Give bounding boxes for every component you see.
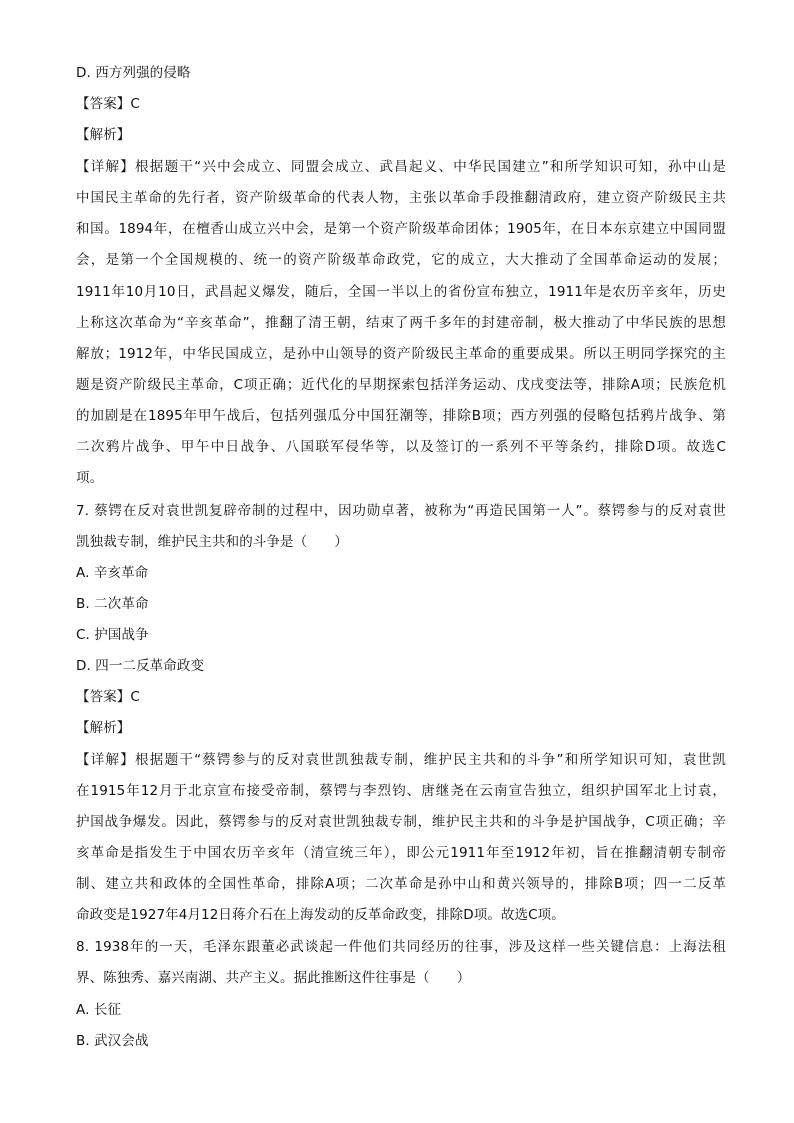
q8-option-a: A. 长征 <box>76 1002 122 1018</box>
q6-detail-line-8: 题是资产阶级民主革命，C项正确；近代化的早期探索包括洋务运动、戊戌变法等，排除A项；民族危机 <box>76 377 726 393</box>
q6-detail-line-11: 项。 <box>76 470 104 486</box>
q6-detail-line-10: 二次鸦片战争、甲午中日战争、八国联军侵华等，以及签订的一系列不平等条约，排除D项。故选C <box>76 439 726 455</box>
q7-option-b: B. 二次革命 <box>76 596 149 612</box>
q6-detail-line-7: 解放；1912年，中华民国成立，是孙中山领导的资产阶级民主革命的重要成果。所以王明同学探究的主 <box>76 346 726 362</box>
q6-detail-line-2: 中国民主革命的先行者，资产阶级革命的代表人物，主张以革命手段推翻清政府，建立资产阶级民主共 <box>76 190 726 206</box>
q6-detail-line-9: 的加剧是在1895年甲午战后，包括列强瓜分中国狂潮等，排除B项；西方列强的侵略包括鸦片战争、第 <box>76 408 726 424</box>
q7-stem-line-2: 凯独裁专制，维护民主共和的斗争是（ ） <box>76 534 348 550</box>
detail-label: 【详解】 <box>76 752 136 768</box>
answer-value: C <box>130 96 140 112</box>
q7-detail-line-6: 命政变是1927年4月12日蒋介石在上海发动的反革命政变，排除D项。故选C项。 <box>76 907 565 923</box>
q6-option-d: D. 西方列强的侵略 <box>76 65 191 81</box>
q8-stem-line-2: 界、陈独秀、嘉兴南湖、共产主义。据此推断这件往事是（ ） <box>76 970 471 986</box>
detail-label: 【详解】 <box>76 159 136 175</box>
q6-detail-line-6: 上称这次革命为“辛亥革命”，推翻了清王朝，结束了两千多年的封建帝制，极大推动了中华民族的思想 <box>76 315 726 331</box>
q7-detail-line-5: 制、建立共和政体的全国性革命，排除A项；二次革命是孙中山和黄兴领导的，排除B项；四一二反革 <box>76 876 726 892</box>
q7-option-a: A. 辛亥革命 <box>76 565 149 581</box>
q6-detail-line-3: 和国。1894年，在檀香山成立兴中会，是第一个资产阶级革命团体；1905年，在日本东京建立中国同盟 <box>76 221 726 237</box>
q7-option-c: C. 护国战争 <box>76 627 149 643</box>
q6-detail-line-4: 会，是第一个全国规模的、统一的资产阶级革命政党，它的成立，大大推动了全国革命运动的发展； <box>76 252 726 268</box>
answer-value: C <box>130 689 140 705</box>
q7-detail-line-3: 护国战争爆发。因此，蔡锷参与的反对袁世凯独裁专制，维护民主共和的斗争是护国战争，C项正确；辛 <box>76 814 726 830</box>
q7-answer <box>76 688 726 706</box>
q8-option-b: B. 武汉会战 <box>76 1033 149 1049</box>
q6-answer <box>76 95 726 113</box>
q7-option-d: D. 四一二反革命政变 <box>76 658 205 674</box>
answer-label: 【答案】 <box>76 689 131 705</box>
q6-analysis-label: 【解析】 <box>76 127 131 143</box>
q8-stem-line-1: 8. 1938年的一天，毛泽东跟董必武谈起一件他们共同经历的往事，涉及这样一些关键信息：上海法租 <box>76 939 726 955</box>
q7-detail-line-4: 亥革命是指发生于中国农历辛亥年（清宣统三年），即公元1911年至1912年初，旨在推翻清朝专制帝 <box>76 845 726 861</box>
q7-analysis-label: 【解析】 <box>76 720 131 736</box>
q6-detail-line-1: 【详解】根据题干“兴中会成立、同盟会成立、武昌起义、中华民国建立”和所学知识可知，孙中山是 <box>76 159 726 175</box>
q7-detail-line-2: 在1915年12月于北京宣布接受帝制，蔡锷与李烈钧、唐继尧在云南宣告独立，组织护国军北上讨袁， <box>76 783 726 799</box>
q7-stem-line-1: 7. 蔡锷在反对袁世凯复辟帝制的过程中，因功勋卓著，被称为“再造民国第一人”。蔡锷参与的反对袁世 <box>76 503 726 519</box>
q6-detail-line-5: 1911年10月10日，武昌起义爆发，随后，全国一半以上的省份宣布独立，1911年是农历辛亥年，历史 <box>76 284 726 300</box>
answer-label: 【答案】 <box>76 96 131 112</box>
q7-detail-line-1: 【详解】根据题干“蔡锷参与的反对袁世凯独裁专制，维护民主共和的斗争”和所学知识可知，袁世凯 <box>76 752 726 768</box>
